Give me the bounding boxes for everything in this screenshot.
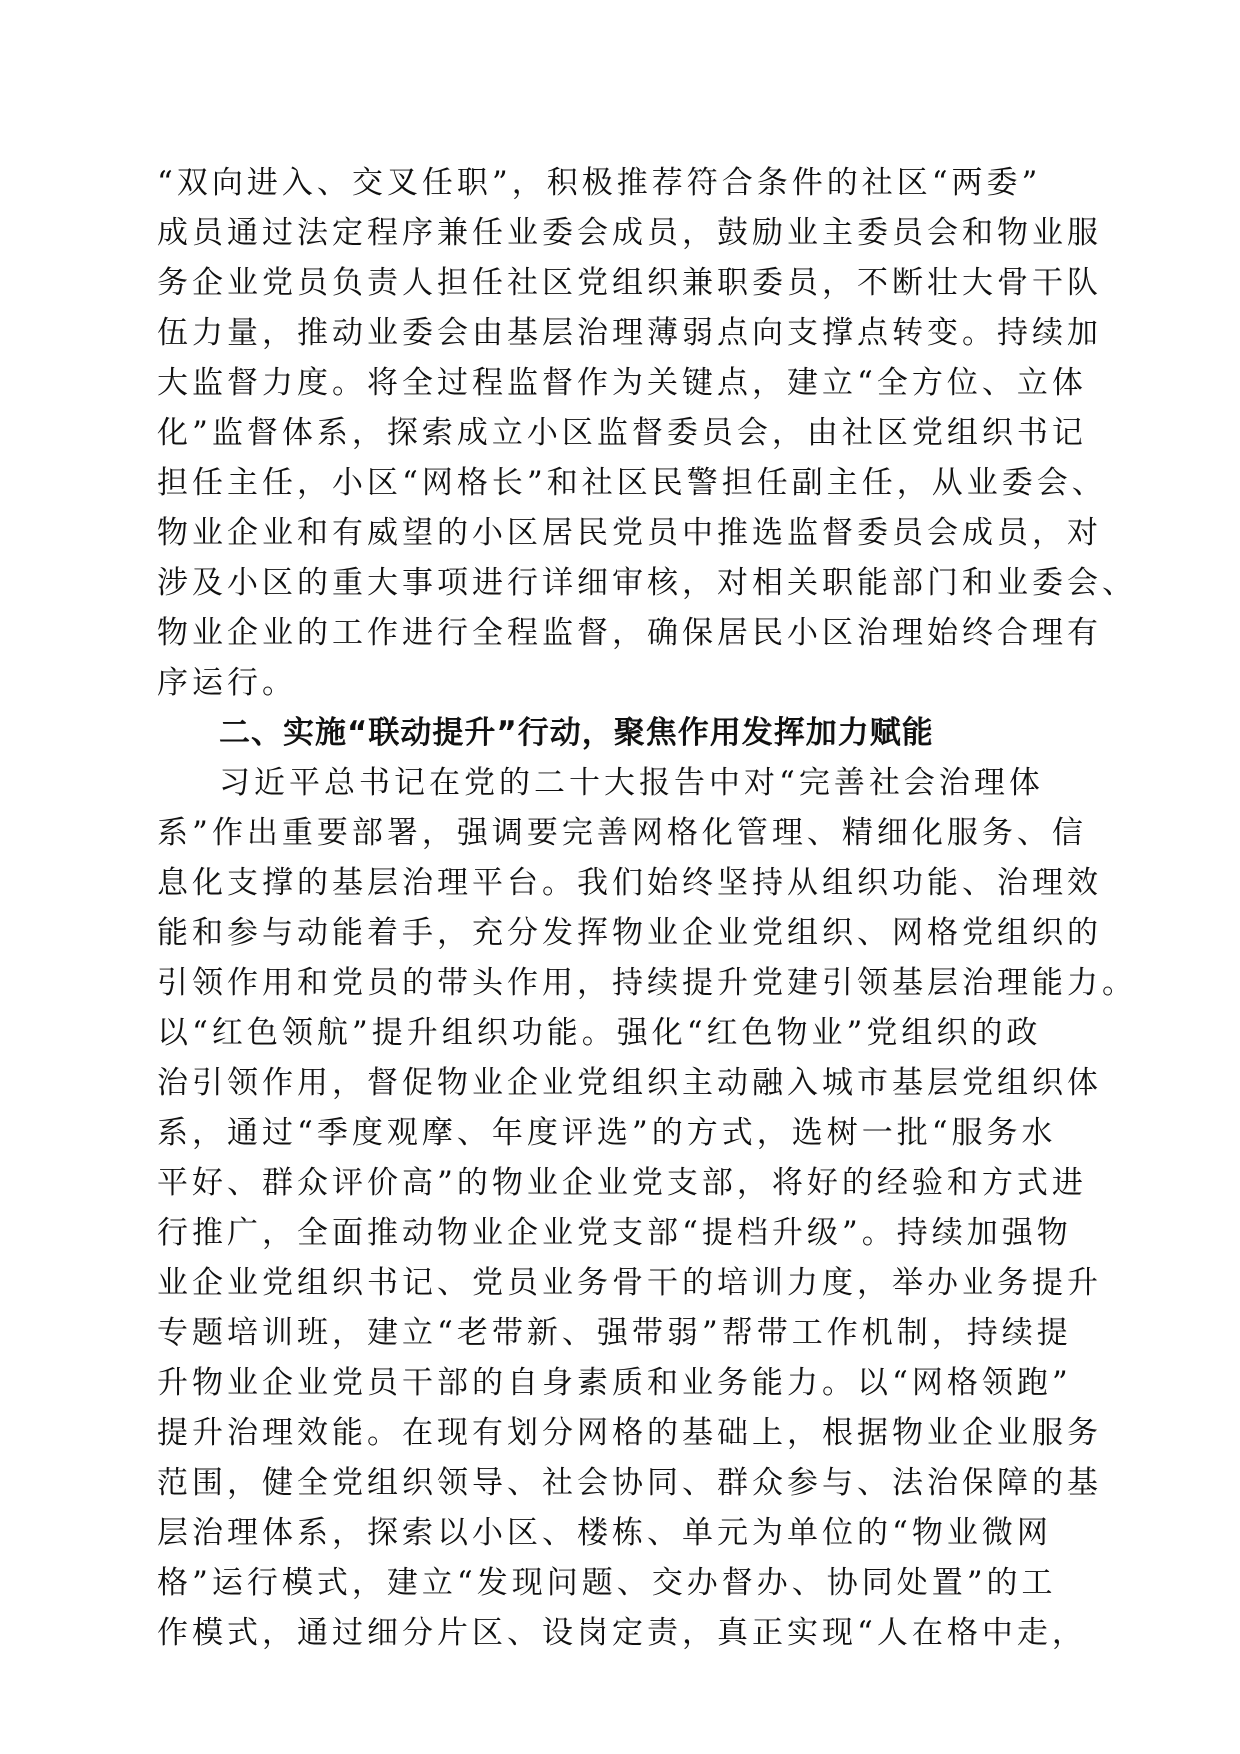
paragraph-line: 化”监督体系，探索成立小区监督委员会，由社区党组织书记 [157,415,1087,451]
paragraph-line: 涉及小区的重大事项进行详细审核，对相关职能部门和业委会、 [157,565,1137,601]
paragraph-line: 担任主任，小区“网格长”和社区民警担任副主任，从业委会、 [157,465,1107,501]
document-body [157,158,1137,1658]
paragraph-line: 习近平总书记在党的二十大报告中对“完善社会治理体 [219,765,1044,801]
paragraph-line: 引领作用和党员的带头作用，持续提升党建引领基层治理能力。 [157,965,1137,1001]
paragraph-line: 物业企业的工作进行全程监督，确保居民小区治理始终合理有 [157,615,1102,651]
paragraph-line: 提升治理效能。在现有划分网格的基础上，根据物业企业服务 [157,1415,1102,1451]
paragraph-line: 业企业党组织书记、党员业务骨干的培训力度，举办业务提升 [157,1265,1102,1301]
paragraph-line: 层治理体系，探索以小区、楼栋、单元为单位的“物业微网 [157,1515,1052,1551]
paragraph-line: 系”作出重要部署，强调要完善网格化管理、精细化服务、信 [157,815,1087,851]
paragraph-line: 息化支撑的基层治理平台。我们始终坚持从组织功能、治理效 [157,865,1102,901]
paragraph-line: 序运行。 [157,665,297,701]
paragraph-line: 伍力量，推动业委会由基层治理薄弱点向支撑点转变。持续加 [157,315,1102,351]
paragraph-line: 行推广，全面推动物业企业党支部“提档升级”。持续加强物 [157,1215,1072,1251]
paragraph-line: 作模式，通过细分片区、设岗定责，真正实现“人在格中走， [157,1615,1087,1651]
section-heading: 二、实施“联动提升”行动，聚焦作用发挥加力赋能 [219,715,934,751]
paragraph-line: 物业企业和有威望的小区居民党员中推选监督委员会成员，对 [157,515,1102,551]
paragraph-line: 治引领作用，督促物业企业党组织主动融入城市基层党组织体 [157,1065,1102,1101]
paragraph-line: 务企业党员负责人担任社区党组织兼职委员，不断壮大骨干队 [157,265,1102,301]
paragraph-line: 平好、群众评价高”的物业企业党支部，将好的经验和方式进 [157,1165,1087,1201]
paragraph-line: “双向进入、交叉任职”，积极推荐符合条件的社区“两委” [157,165,1042,201]
paragraph-line: 专题培训班，建立“老带新、强带弱”帮带工作机制，持续提 [157,1315,1072,1351]
paragraph-line: 范围，健全党组织领导、社会协同、群众参与、法治保障的基 [157,1465,1102,1501]
paragraph-line: 能和参与动能着手，充分发挥物业企业党组织、网格党组织的 [157,915,1102,951]
paragraph-line: 升物业企业党员干部的自身素质和业务能力。以“网格领跑” [157,1365,1072,1401]
paragraph-2 [157,758,1137,1658]
paragraph-line: 系，通过“季度观摩、年度评选”的方式，选树一批“服务水 [157,1115,1057,1151]
paragraph-1 [157,158,1137,708]
paragraph-line: 以“红色领航”提升组织功能。强化“红色物业”党组织的政 [157,1015,1042,1051]
paragraph-line: 格”运行模式，建立“发现问题、交办督办、协同处置”的工 [157,1565,1057,1601]
paragraph-line: 成员通过法定程序兼任业委会成员，鼓励业主委员会和物业服 [157,215,1102,251]
paragraph-line: 大监督力度。将全过程监督作为关键点，建立“全方位、立体 [157,365,1087,401]
